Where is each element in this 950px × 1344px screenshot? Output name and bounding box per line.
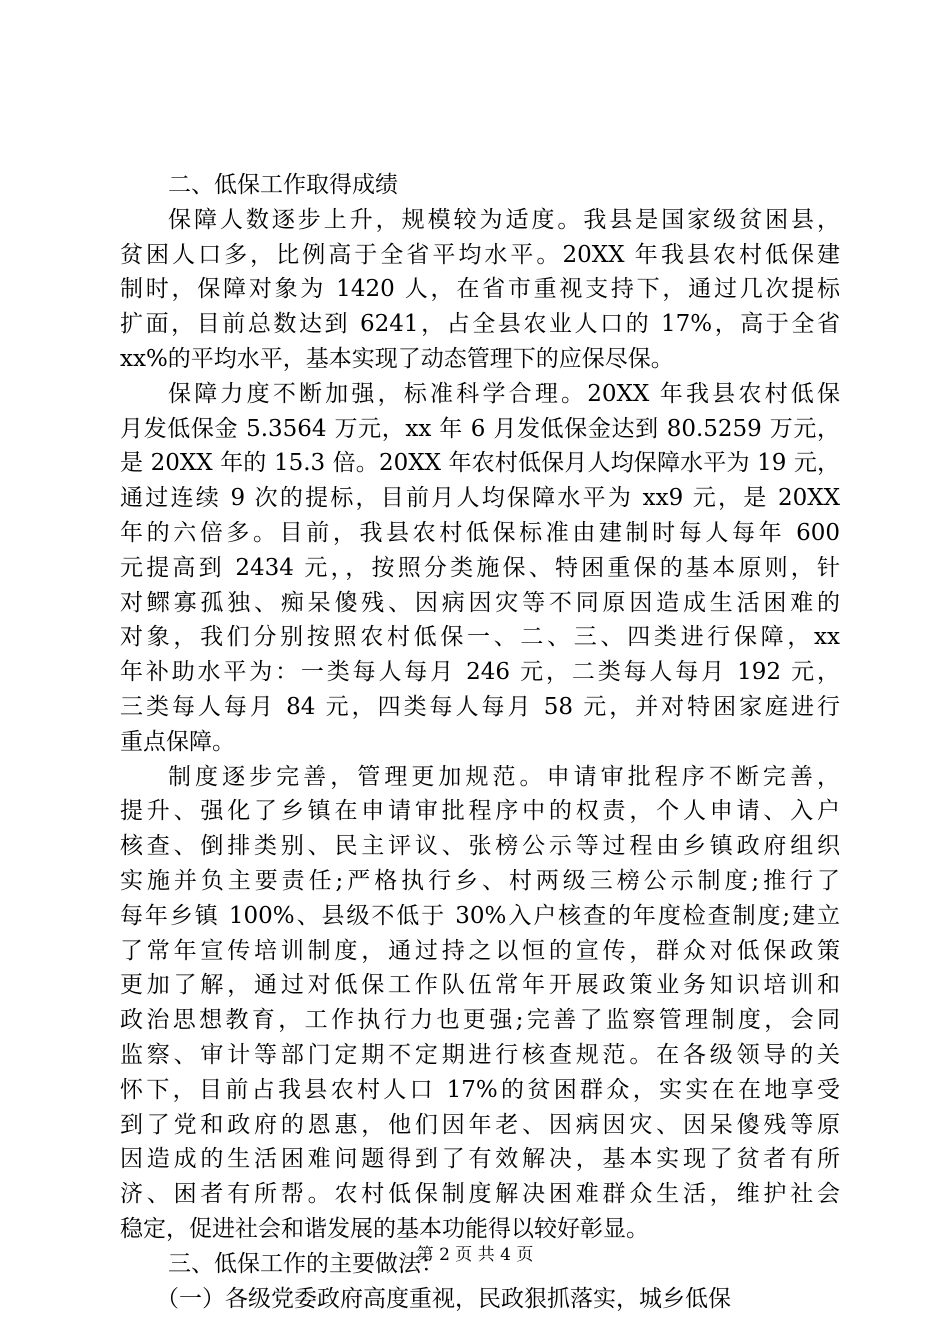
paragraph-line: xx%的平均水平，基本实现了动态管理下的应保尽保。 — [120, 345, 674, 372]
paragraph-line: 实施并负主要责任;严格执行乡、村两级三榜公示制度;推行了 — [120, 867, 840, 894]
paragraph-line: 到了党和政府的恩惠，他们因年老、因病因灾、因呆傻残等原 — [120, 1111, 840, 1138]
paragraph-line: 对象，我们分别按照农村低保一、二、三、四类进行保障，xx — [120, 624, 840, 651]
paragraph-line: 怀下，目前占我县农村人口 17%的贫困群众，实实在在地享受 — [120, 1076, 840, 1103]
paragraph-line: 保障力度不断加强，标准科学合理。20XX 年我县农村低保 — [168, 380, 840, 407]
paragraph-line: 通过连续 9 次的提标，目前月人均保障水平为 xx9 元，是 20XX — [120, 485, 840, 512]
paragraph-line: 因造成的生活困难问题得到了有效解决，基本实现了贫者有所 — [120, 1146, 840, 1173]
subsection-heading: （一）各级党委政府高度重视，民政狠抓落实，城乡低保 — [156, 1285, 731, 1312]
paragraph-line: 政治思想教育，工作执行力也更强;完善了监察管理制度，会同 — [120, 1007, 840, 1034]
paragraph-line: 扩面，目前总数达到 6241，占全县农业人口的 17%，高于全省 — [120, 311, 840, 338]
section-heading-methods: 三、低保工作的主要做法： — [168, 1250, 444, 1277]
paragraph-line: 了常年宣传培训制度，通过持之以恒的宣传，群众对低保政策 — [120, 937, 840, 964]
paragraph-line: 提升、强化了乡镇在申请审批程序中的权责，个人申请、入户 — [120, 798, 840, 825]
paragraph-line: 年的六倍多。目前，我县农村低保标准由建制时每人每年 600 — [120, 519, 840, 546]
paragraph-line: 是 20XX 年的 15.3 倍。20XX 年农村低保月人均保障水平为 19 元， — [120, 450, 840, 477]
page-number-footer: 第 2 页 共 4 页 — [416, 1245, 534, 1265]
paragraph-line: 对鳏寡孤独、痴呆傻残、因病因灾等不同原因造成生活困难的 — [120, 589, 840, 616]
paragraph-line: 元提高到 2434 元，，按照分类施保、特困重保的基本原则，针 — [120, 554, 840, 581]
paragraph-line: 三类每人每月 84 元，四类每人每月 58 元，并对特困家庭进行 — [120, 693, 840, 720]
paragraph-line: 制时，保障对象为 1420 人，在省市重视支持下，通过几次提标 — [120, 276, 840, 303]
paragraph-line: 监察、审计等部门定期不定期进行核查规范。在各级领导的关 — [120, 1041, 840, 1068]
paragraph-line: 每年乡镇 100%、县级不低于 30%入户核查的年度检查制度;建立 — [120, 902, 840, 929]
paragraph-line: 重点保障。 — [120, 728, 235, 755]
paragraph-line: 济、困者有所帮。农村低保制度解决困难群众生活，维护社会 — [120, 1181, 840, 1208]
paragraph-line: 贫困人口多，比例高于全省平均水平。20XX 年我县农村低保建 — [120, 241, 840, 268]
paragraph-line: 保障人数逐步上升，规模较为适度。我县是国家级贫困县， — [168, 206, 840, 233]
section-heading-achievements: 二、低保工作取得成绩 — [168, 172, 398, 198]
paragraph-line: 更加了解，通过对低保工作队伍常年开展政策业务知识培训和 — [120, 972, 840, 999]
paragraph-line: 年补助水平为：一类每人每月 246 元，二类每人每月 192 元， — [120, 659, 840, 686]
paragraph-line: 核查、倒排类别、民主评议、张榜公示等过程由乡镇政府组织 — [120, 833, 840, 860]
paragraph-line: 制度逐步完善，管理更加规范。申请审批程序不断完善， — [168, 763, 840, 790]
document-body — [120, 168, 840, 1316]
paragraph-line: 月发低保金 5.3564 万元，xx 年 6 月发低保金达到 80.5259 万元， — [120, 415, 840, 442]
paragraph-line: 稳定，促进社会和谐发展的基本功能得以较好彰显。 — [120, 1215, 649, 1242]
